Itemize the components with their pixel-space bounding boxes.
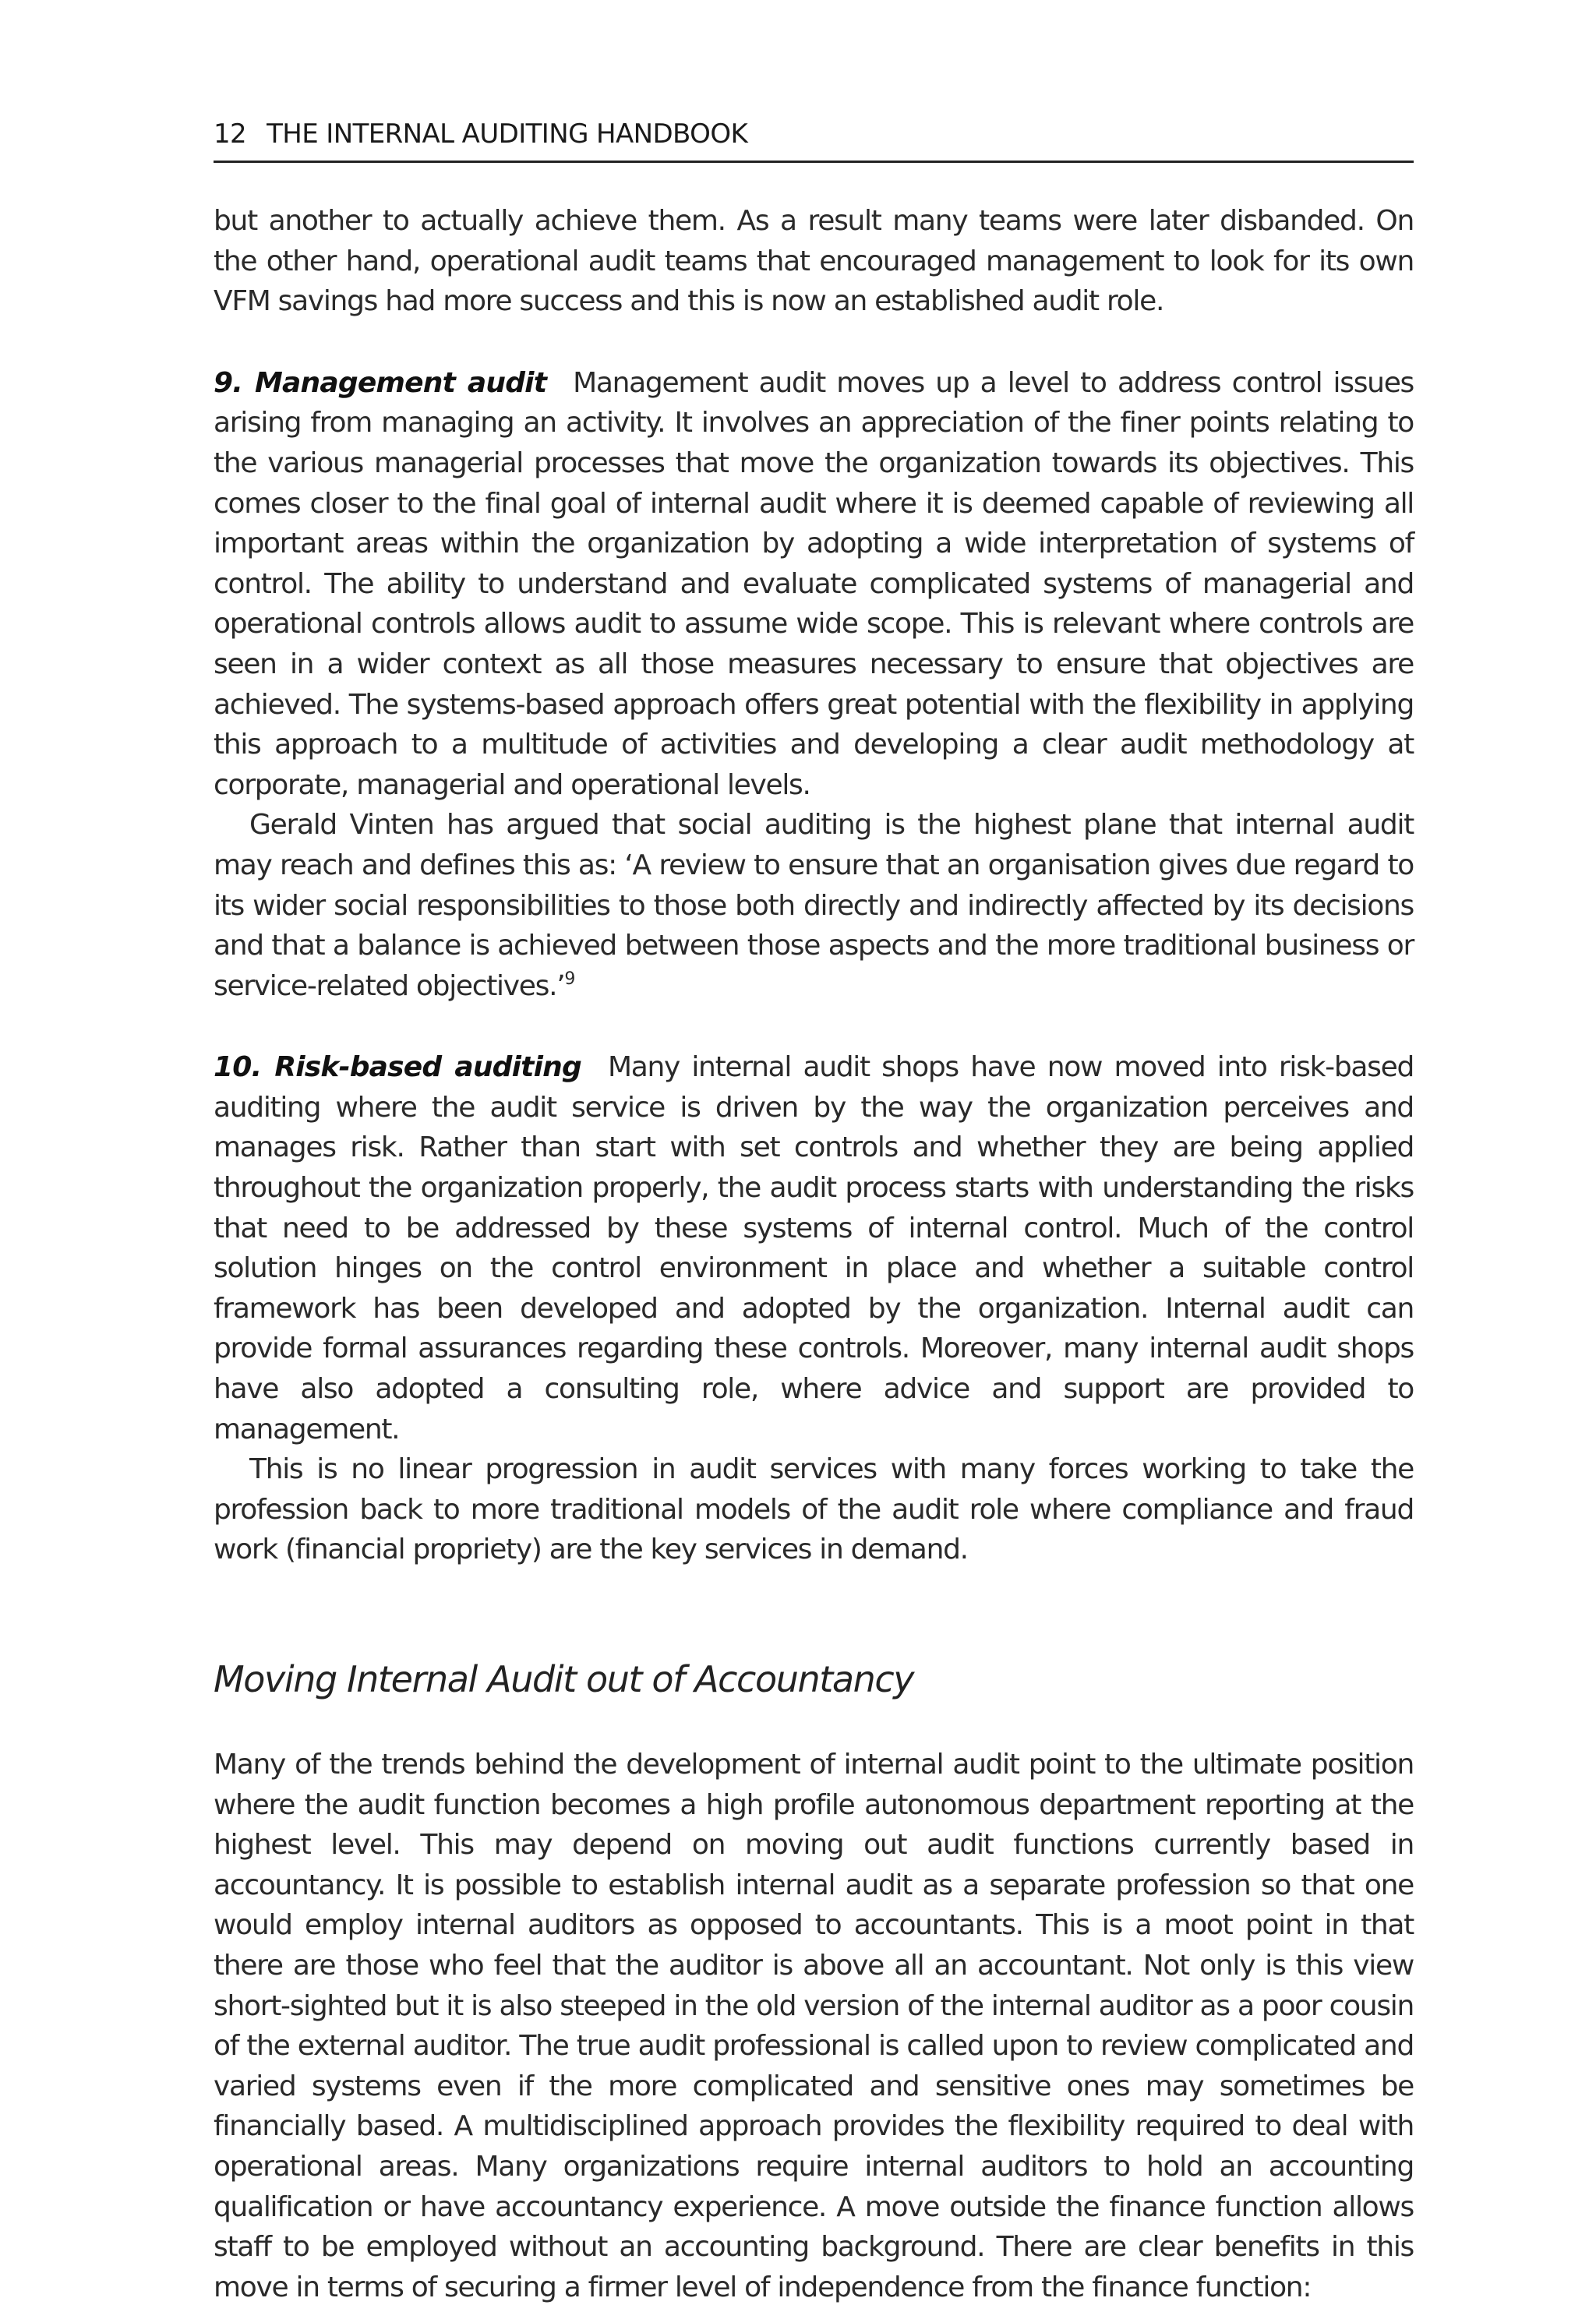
running-title: THE INTERNAL AUDITING HANDBOOK — [267, 118, 748, 150]
page-body — [214, 201, 1414, 2307]
paragraph: Many of the trends behind the development of internal audit point to the ultimate position where the audit function becomes a high profile autonomous department reporting at the highest level. This may depend on moving out audit functions currently based in accountancy. It is possible to establish internal audit as a separate profession so that one would employ internal auditors as opposed to accountants. This is a moot point in that there are those who feel that the auditor is above all an accountant. Not only is this view short-sighted but it is also steeped in the old version of the internal auditor as a poor cousin of the external auditor. The true audit professional is called upon to review complicated and varied systems even if the more complicated and sensitive ones may sometimes be financially based. A multidisciplined approach provides the flexibility required to deal with operational areas. Many organizations require internal auditors to hold an accounting qualification or have accountancy experience. A move outside the finance function allows staff to be employed without an accounting background. There are clear benefits in this move in terms of securing a firmer level of independence from the finance function: — [214, 1749, 1414, 2303]
run-in-heading: 10. Risk-based auditing — [214, 1051, 581, 1084]
paragraph-management-audit — [214, 363, 1414, 806]
paragraph-text: Gerald Vinten has argued that social auditing is the highest plane that internal audit may reach and defines this as: ‘A review to ensure that an organisation gives due regard to its wider social responsibilities to those both directly and indirectly affected by its decisions and that a balance is achieved between those aspects and the more traditional business or service-related objectives.’ — [214, 809, 1414, 1002]
paragraph: but another to actually achieve them. As a result many teams were later disbanded. On the other hand, operational audit teams that encouraged management to look for its own VFM savings had more success and this is now an established audit role. — [214, 205, 1414, 318]
paragraph-text: Management audit moves up a level to address control issues arising from managing an activity. It involves an appreciation of the finer points relating to the various managerial processes that move the organization towards its objectives. This comes closer to the final goal of internal audit where it is deemed capable of reviewing all important areas within the organization by adopting a wide interpretation of systems of control. The ability to understand and evaluate complicated systems of managerial and operational controls allows audit to assume wide scope. This is relevant where controls are seen in a wider context as all those measures necessary to ensure that objectives are achieved. The systems-based approach offers great potential with the flexibility in applying this approach to a multitude of activities and developing a clear audit methodology at corporate, managerial and operational levels. — [214, 366, 1414, 801]
paragraph-text: Many internal audit shops have now moved into risk-based auditing where the audit service is driven by the way the organization perceives and manages risk. Rather than start with set controls and whether they are being applied throughout the organization properly, the audit process starts with understanding the risks that need to be addressed by these systems of internal control. Much of the control solution hinges on the control environment in place and whether a suitable control framework has been developed and adopted by the organization. Internal audit can provide formal assurances regarding these controls. Moreover, many internal audit shops have also adopted a consulting role, where advice and support are provided to management. — [214, 1051, 1414, 1445]
paragraph-social-auditing — [214, 805, 1414, 1006]
paragraph: This is no linear progression in audit services with many forces working to take the profession back to more traditional models of the audit role where compliance and fraud work (financial propriety) are the key services in demand. — [214, 1453, 1414, 1566]
section-heading: Moving Internal Audit out of Accountancy — [214, 1658, 914, 1700]
running-header — [214, 118, 1414, 163]
paragraph-risk-based-auditing — [214, 1047, 1414, 1449]
page-number: 12 — [214, 118, 247, 150]
run-in-heading: 9. Management audit — [214, 366, 547, 399]
footnote-ref[interactable]: 9 — [564, 969, 575, 989]
